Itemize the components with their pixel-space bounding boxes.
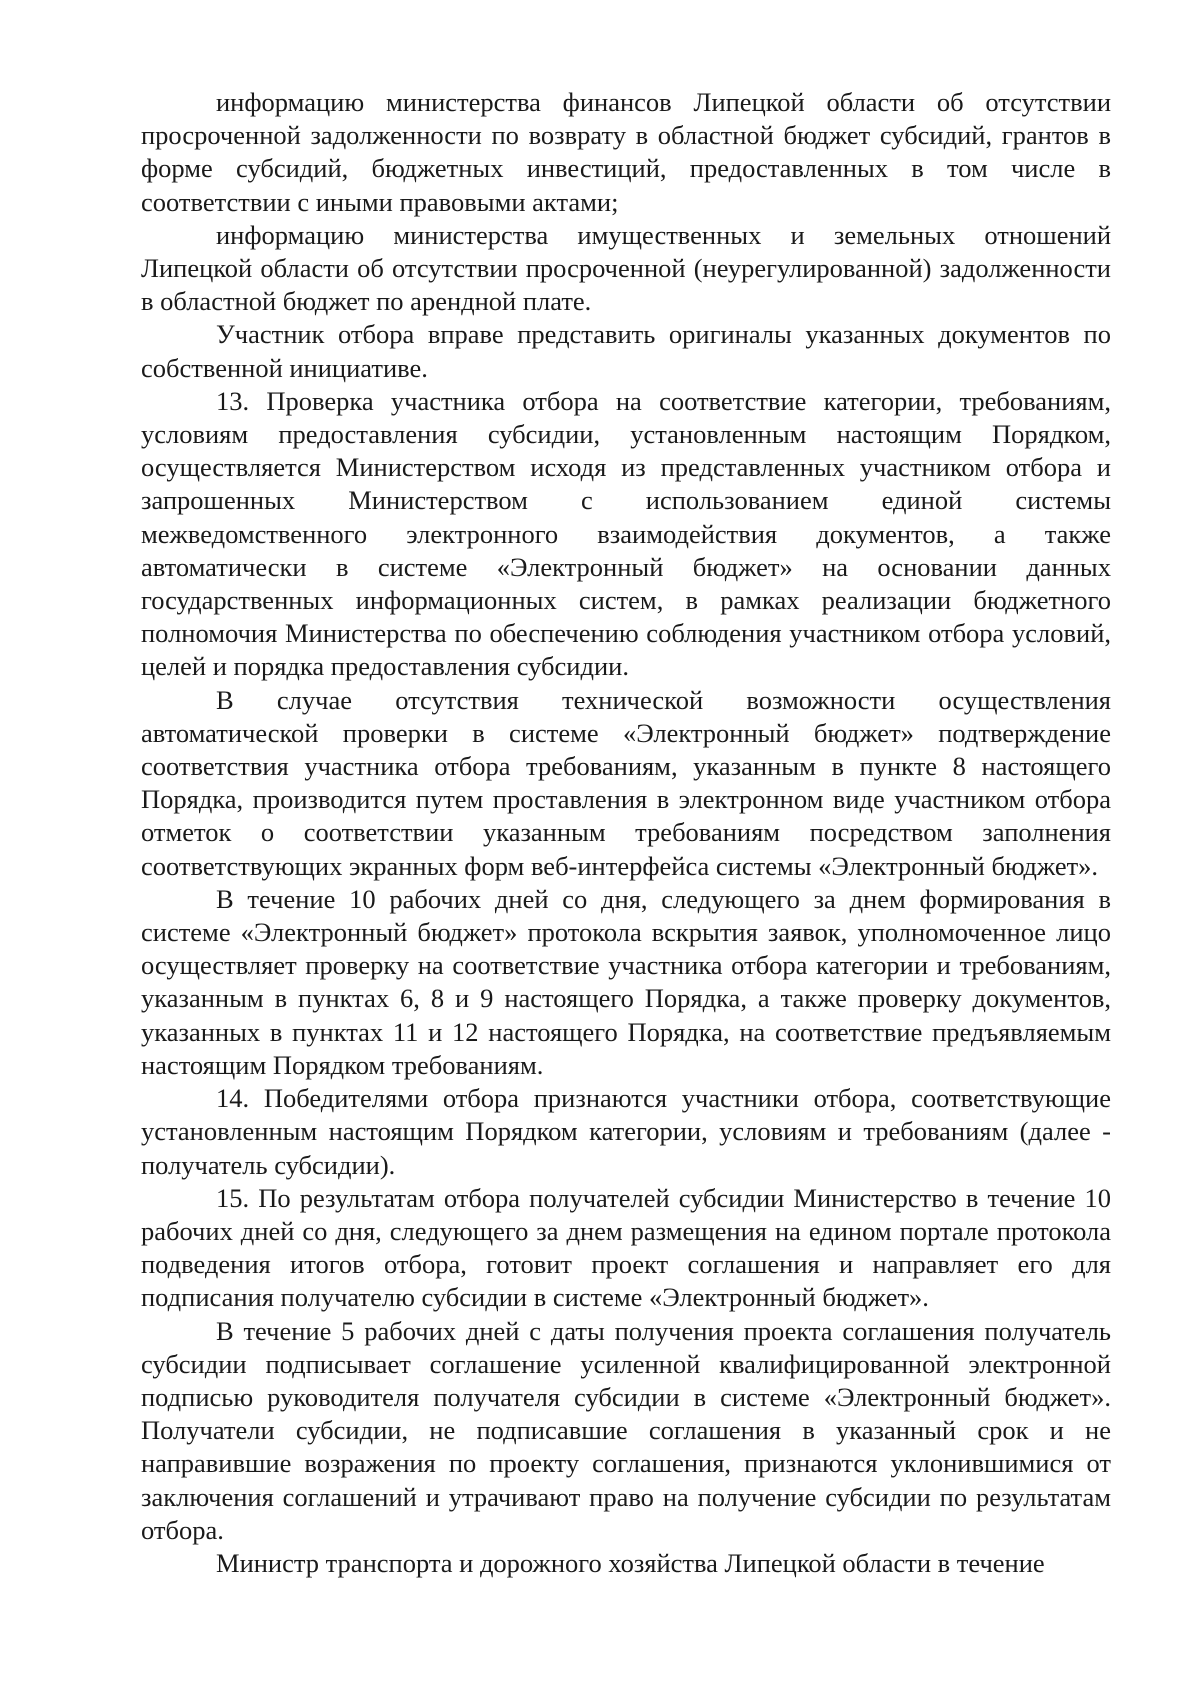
paragraph-technical-check: В случае отсутствия технической возможности осуществления автоматической проверки в системе «Электронный бюджет» подтверждение соответствия участника отбора требованиям, указанным в пункте 8 настоящего Порядка, производится путем проставления в электронном виде участником отбора отметок о соответствии указанным требованиям посредством заполнения соответствующих экранных форм веб-интерфейса системы «Электронный бюджет». [141, 684, 1111, 881]
paragraph-item-15: 15. По результатам отбора получателей субсидии Министерство в течение 10 рабочих дней со дня, следующего за днем размещения на едином портале протокола подведения итогов отбора, готовит проект соглашения и направляет его для подписания получателю субсидии в системе «Электронный бюджет». [141, 1182, 1111, 1313]
document-page [141, 86, 1111, 1580]
paragraph-item-14: 14. Победителями отбора признаются участники отбора, соответствующие установленным настоящим Порядком категории, условиям и требованиям (далее - получатель субсидии). [141, 1083, 1111, 1180]
paragraph-originals: Участник отбора вправе представить оригиналы указанных документов по собственной инициативе. [141, 319, 1111, 383]
paragraph-property-info: информацию министерства имущественных и земельных отношений Липецкой области об отсутствии просроченной (неурегулированной) задолженности в областной бюджет по арендной плате. [141, 219, 1111, 317]
paragraph-ten-days-check: В течение 10 рабочих дней со дня, следующего за днем формирования в системе «Электронный бюджет» протокола вскрытия заявок, уполномоченное лицо осуществляет проверку на соответствие участника отбора категории и требованиям, указанным в пунктах 6, 8 и 9 настоящего Порядка, а также проверку документов, указанных в пунктах 11 и 12 настоящего Порядка, на соответствие предъявляемым настоящим Порядком требованиям. [141, 883, 1111, 1080]
paragraph-five-days-signing: В течение 5 рабочих дней с даты получения проекта соглашения получатель субсидии подписывает соглашение усиленной квалифицированной электронной подписью руководителя получателя субсидии в системе «Электронный бюджет». Получатели субсидии, не подписавшие соглашения в указанный срок и не направившие возражения по проекту соглашения, признаются уклонившимися от заключения соглашений и утрачивают право на получение субсидии по результатам отбора. [141, 1315, 1111, 1545]
paragraph-finance-info: информацию министерства финансов Липецкой области об отсутствии просроченной задолженности по возврату в областной бюджет субсидий, грантов в форме субсидий, бюджетных инвестиций, предоставленных в том числе в соответствии с иными правовыми актами; [141, 87, 1111, 217]
paragraph-item-13: 13. Проверка участника отбора на соответствие категории, требованиям, условиям предоставления субсидии, установленным настоящим Порядком, осуществляется Министерством исходя из представленных участником отбора и запрошенных Министерством с использованием единой системы межведомственного электронного взаимодействия документов, а также автоматически в системе «Электронный бюджет» на основании данных государственных информационных систем, в рамках реализации бюджетного полномочия Министерства по обеспечению соблюдения участником отбора условий, целей и порядка предоставления субсидии. [141, 385, 1111, 682]
paragraph-minister: Министр транспорта и дорожного хозяйства Липецкой области в течение [216, 1547, 1045, 1578]
